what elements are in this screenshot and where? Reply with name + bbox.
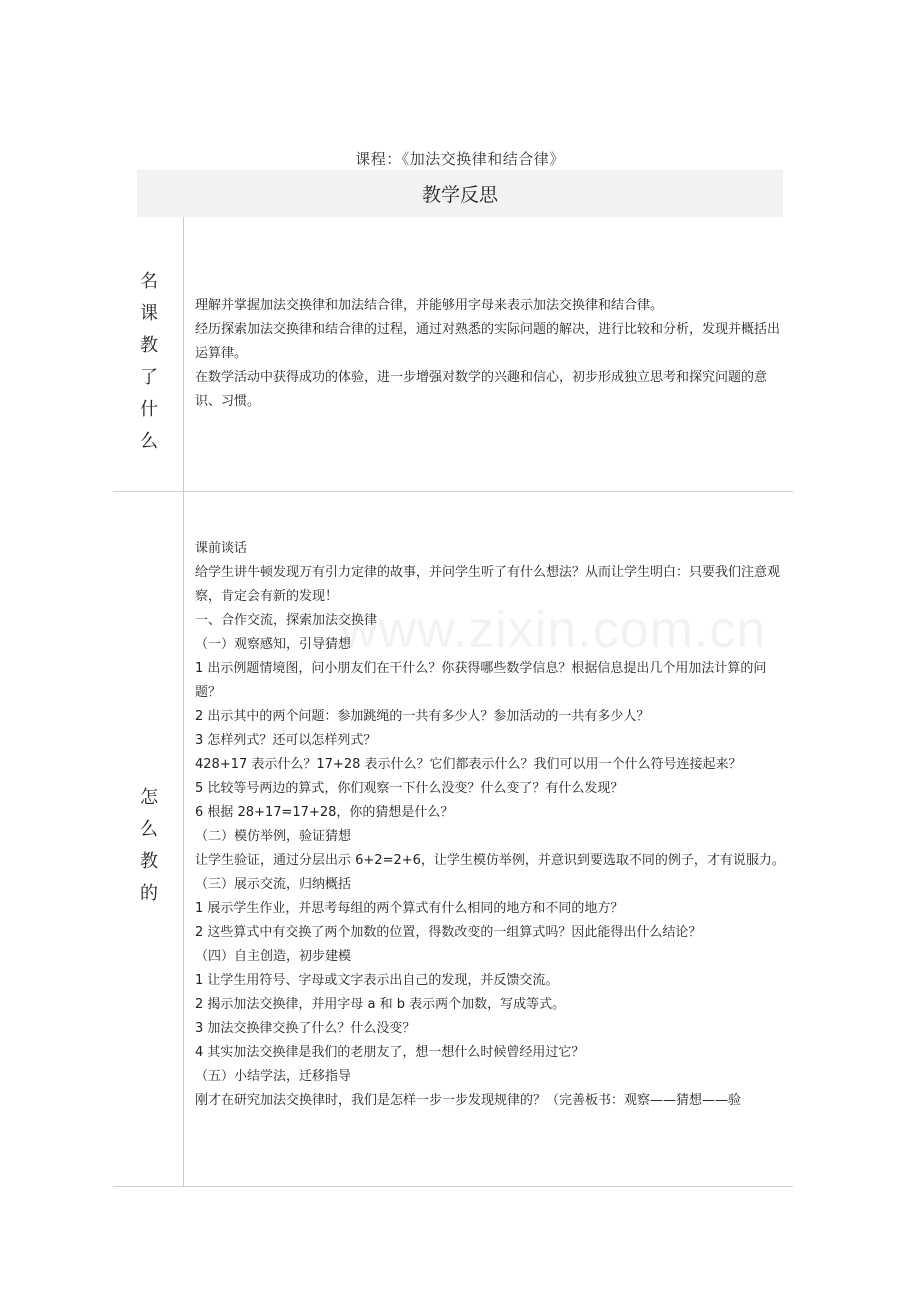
paragraph: 一、合作交流，探索加法交换律	[195, 613, 378, 628]
paragraph: 1 让学生用符号、字母或文字表示出自己的发现，并反馈交流。	[195, 973, 559, 988]
label-char: 了	[140, 367, 158, 388]
paragraph: 2 揭示加法交换律，并用字母 a 和 b 表示两个加数，写成等式。	[195, 997, 566, 1012]
paragraph: 428+17 表示什么？17+28 表示什么？它们都表示什么？我们可以用一个什么符号连接起来？	[195, 757, 742, 772]
paragraph: 让学生验证，通过分层出示 6+2=2+6，让学生模仿举例，并意识到要选取不同的例子，才有说服力。	[195, 853, 785, 868]
row-divider-2	[113, 1186, 793, 1187]
paragraph: 2 这些算式中有交换了两个加数的位置，得数改变的一组算式吗？因此能得出什么结论？	[195, 925, 702, 940]
paragraph: 4 其实加法交换律是我们的老朋友了，想一想什么时候曾经用过它？	[195, 1045, 585, 1060]
paragraph: （四）自主创造，初步建模	[195, 949, 352, 964]
label-char: 么	[140, 819, 158, 840]
paragraph: 在数学活动中获得成功的体验，进一步增强对数学的兴趣和信心，初步形成独立思考和探究问题的意识、习惯。	[195, 370, 768, 409]
row-divider-1	[113, 491, 793, 492]
paragraph: 刚才在研究加法交换律时，我们是怎样一步一步发现规律的？（完善板书：观察——猜想——验	[195, 1093, 742, 1108]
paragraph: 1 出示例题情境图，问小朋友们在干什么？你获得哪些数学信息？根据信息提出几个用加法计算的问题？	[195, 661, 767, 700]
paragraph: 5 比较等号两边的算式，你们观察一下什么没变？什么变了？有什么发现？	[195, 781, 624, 796]
section-label-how-taught	[137, 782, 161, 910]
label-char: 教	[140, 335, 158, 356]
paragraph: 理解并掌握加法交换律和加法结合律，并能够用字母来表示加法交换律和结合律。	[195, 298, 664, 313]
paragraph: 6 根据 28+17=17+28，你的猜想是什么？	[195, 805, 454, 820]
paragraph: 经历探索加法交换律和结合律的过程，通过对熟悉的实际问题的解决，进行比较和分析，发现并概括出运算律。	[195, 322, 781, 361]
section-content-how-taught	[195, 537, 785, 1113]
column-divider-2	[183, 492, 184, 1186]
section-label-what-taught	[137, 266, 161, 458]
paragraph: 2 出示其中的两个问题：参加跳绳的一共有多少人？参加活动的一共有多少人？	[195, 709, 650, 724]
label-char: 么	[140, 431, 158, 452]
label-char: 课	[140, 303, 158, 324]
section-content-what-taught	[195, 294, 785, 414]
header-bar: 教学反思	[137, 170, 783, 217]
paragraph: （五）小结学法，迁移指导	[195, 1069, 352, 1084]
label-char: 什	[140, 399, 158, 420]
label-char: 名	[140, 271, 158, 292]
paragraph: （二）模仿举例，验证猜想	[195, 829, 352, 844]
label-char: 的	[140, 883, 158, 904]
paragraph: 课前谈话	[195, 541, 248, 556]
paragraph: 给学生讲牛顿发现万有引力定律的故事，并问学生听了有什么想法？从而让学生明白：只要我们注意观察，肯定会有新的发现！	[195, 565, 781, 604]
paragraph: （三）展示交流，归纳概括	[195, 877, 352, 892]
paragraph: （一）观察感知，引导猜想	[195, 637, 352, 652]
paragraph: 3 加法交换律交换了什么？什么没变？	[195, 1021, 416, 1036]
paragraph: 1 展示学生作业，并思考每组的两个算式有什么相同的地方和不同的地方？	[195, 901, 624, 916]
column-divider-1	[183, 217, 184, 492]
watermark: www.zixin.com.cn	[340, 601, 767, 659]
paragraph: 3 怎样列式？还可以怎样列式？	[195, 733, 377, 748]
label-char: 教	[140, 851, 158, 872]
course-title: 课程：《加法交换律和结合律》	[355, 150, 565, 168]
label-char: 怎	[140, 787, 158, 808]
